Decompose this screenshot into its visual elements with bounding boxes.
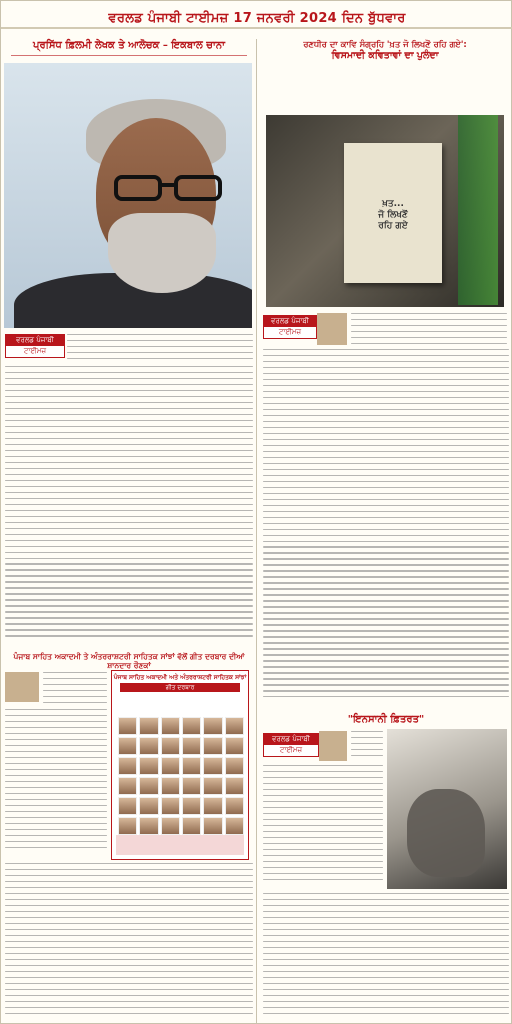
right-article-body [263, 349, 509, 705]
plant [458, 115, 498, 305]
column-divider [256, 39, 257, 1023]
right-article [259, 39, 511, 62]
reporter-photo [5, 672, 39, 702]
reviewer-photo [317, 313, 347, 345]
badge-top: ਵਰਲਡ ਪੰਜਾਬੀ [6, 335, 64, 346]
left-article-intro [67, 334, 253, 364]
poster-participants-grid [118, 717, 244, 835]
masthead-rule [1, 27, 512, 29]
author-badge [5, 334, 65, 358]
right-bottom-headline: "ਇਨਸਾਨੀ ਫ਼ਿਤਰਤ" [347, 714, 425, 725]
event-poster [111, 670, 249, 860]
right-article-headline-1: ਰਣਧੀਰ ਦਾ ਕਾਵਿ ਸੰਗ੍ਰਹਿ 'ਖ਼ਤ ਜੋ ਲਿਖਣੋਂ ਰਹਿ ਗਏ': [303, 39, 467, 49]
left-bottom-intro [43, 672, 107, 708]
left-article [3, 39, 255, 60]
right-bottom-intro [351, 731, 383, 761]
glasses-icon [114, 173, 224, 203]
left-article-headline: ਪ੍ਰਸਿੱਧ ਫ਼ਿਲਮੀ ਲੇਖਕ ਤੇ ਆਲੋਚਕ – ਇਕਬਾਲ ਚਾਨਾ [33, 40, 225, 51]
badge-bottom-right-2: ਟਾਈਮਜ਼ [279, 746, 303, 754]
badge-bottom-right: ਟਾਈਮਜ਼ [278, 328, 302, 336]
columnist-photo [319, 731, 347, 761]
book-title-line-1: ਖ਼ਤ... [382, 199, 404, 209]
badge-bottom: ਟਾਈਮਜ਼ [23, 347, 47, 355]
portrait-beard [108, 213, 216, 293]
right-bottom-headline-wrap [263, 713, 509, 726]
right-article-headline-2: ਵਿਸਮਾਦੀ ਕਵਿਤਾਵਾਂ ਦਾ ਪੁਲੰਦਾ [331, 50, 439, 61]
right-article-intro [351, 313, 507, 347]
reviewer-badge [263, 315, 317, 339]
author-portrait [4, 63, 252, 328]
columnist-badge [263, 733, 319, 757]
book-title-line-2: ਜੋ ਲਿਖਣੋਂ [378, 210, 408, 220]
right-bottom-body-2 [263, 893, 509, 1021]
left-bottom-headline: ਪੰਜਾਬ ਸਾਹਿਤ ਅਕਾਦਮੀ ਤੇ ਅੰਤਰਰਾਸ਼ਟਰੀ ਸਾਹਿਤਕ ਸਾਂਝਾਂ ਵੱਲੋਂ ਗੀਤ ਦਰਬਾਰ ਦੀਆਂ ਸ਼ਾਨਦਾਰ ਰੌਣਕਾਂ [13, 652, 245, 670]
poster-footer [116, 835, 244, 855]
hand-shape [407, 789, 485, 877]
hand-photo [387, 729, 507, 889]
masthead-text: ਵਰਲਡ ਪੰਜਾਬੀ ਟਾਈਮਜ਼ 17 ਜਨਵਰੀ 2024 ਦਿਨ ਬੁੱਧਵਾਰ [108, 10, 406, 26]
left-article-body [5, 366, 253, 646]
book-cover [344, 143, 442, 283]
book-cover-photo [266, 115, 504, 307]
poster-title: ਪੰਜਾਬ ਸਾਹਿਤ ਅਕਾਦਮੀ ਅਤੇ ਅੰਤਰਰਾਸ਼ਟਰੀ ਸਾਹਿਤਕ ਸਾਂਝਾਂ [113, 674, 247, 681]
left-bottom-body-2 [5, 863, 253, 1021]
left-bottom-body [5, 709, 107, 859]
poster-banner: ਗੀਤ ਦਰਬਾਰ [120, 683, 240, 692]
badge-top-right: ਵਰਲਡ ਪੰਜਾਬੀ [264, 316, 316, 327]
masthead [1, 1, 512, 35]
left-headline-rule [11, 55, 247, 56]
right-bottom-body [263, 765, 383, 885]
badge-top-right-2: ਵਰਲਡ ਪੰਜਾਬੀ [264, 734, 318, 745]
book-title-line-3: ਰਹਿ ਗਏ [378, 221, 408, 231]
left-bottom-headline-wrap [5, 652, 253, 670]
